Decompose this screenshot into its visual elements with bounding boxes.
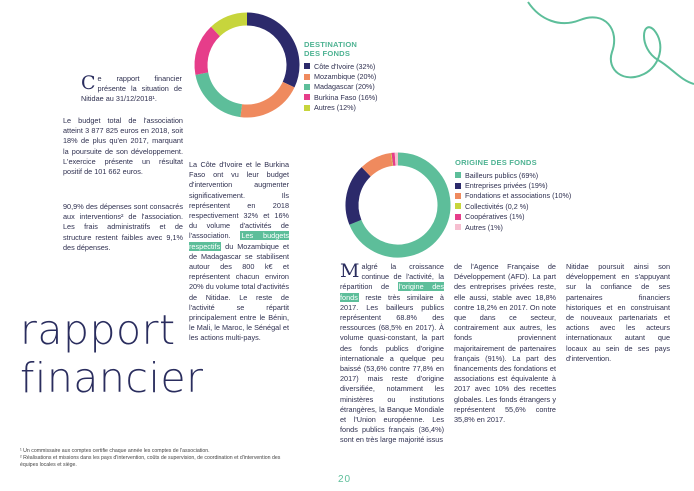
- destination-legend-item: [304, 61, 378, 71]
- section-title-line2: financier: [20, 354, 204, 402]
- origine-legend-swatch: [455, 224, 461, 230]
- destination-title-line2: DES FONDS: [304, 49, 351, 58]
- destination-legend-label: Burkina Faso (16%): [314, 92, 378, 102]
- intro-paragraph: [81, 74, 182, 105]
- origine-legend-label: Entreprises privées (19%): [465, 181, 548, 191]
- intro-text: e rapport financier présente la situation de Nitidae au 31/12/2018¹.: [81, 74, 182, 104]
- destination-legend-label: Mozambique (20%): [314, 72, 377, 82]
- destination-legend: [304, 40, 378, 113]
- origin-text-rest: reste très similaire à 2017. Les bailleurs publics représentent 68.8% des ressources (68,5% en 2017). À volume quasi-constant, la part des fonds publics d'origine internationale a quelque peu baissé (53,6% contre 77,8% en 2017) mais reste d'origine diversifiée, notamment les ministères ou institutions étrangères, la Banque Mondiale et l'Union européenne. Les fonds publics français (36,4%) sont en très large majorité issus: [340, 292, 444, 445]
- origine-legend-item: [455, 170, 575, 180]
- destination-legend-item: [304, 92, 378, 102]
- footnote-2: ² Réalisations et missions dans les pays d'intervention, coûts de supervision, de coordination et d'intervention des équipes locales et siège.: [20, 455, 281, 469]
- destination-legend-swatch: [304, 84, 310, 90]
- destination-legend-label: Autres (12%): [314, 103, 356, 113]
- origin-dropcap: M: [340, 260, 360, 282]
- countries-paragraph: [189, 160, 289, 344]
- destination-legend-swatch: [304, 94, 310, 100]
- destination-legend-item: [304, 82, 378, 92]
- origin-highlight: l'origine des fonds: [340, 282, 445, 302]
- origine-legend-swatch: [455, 183, 461, 189]
- origine-legend-item: [455, 212, 575, 222]
- origine-legend-swatch: [455, 214, 461, 220]
- origine-legend-swatch: [455, 193, 461, 199]
- origine-legend-label: Fondations et associations (10%): [465, 191, 572, 201]
- page-number: 20: [338, 474, 352, 485]
- countries-text-start: La Côte d'Ivoire et le Burkina Faso ont vu leur budget d'intervention augmenter significativement. Ils représentent en 2018 respectivement 32% et 16% du volume d'activités de l'association.: [189, 160, 289, 241]
- destination-legend-swatch: [304, 105, 310, 111]
- destination-legend-label: Madagascar (20%): [314, 82, 375, 92]
- origine-legend-item: [455, 222, 575, 232]
- origine-legend: [455, 158, 575, 232]
- destination-legend-item: [304, 71, 378, 81]
- origine-donut-chart: [338, 145, 458, 265]
- budget-paragraph: Le budget total de l'association atteint 3 877 825 euros en 2018, soit 18% de plus qu'en 2017, marquant la poursuite de son développement. L'exercice présente un résultat positif de 101 662 euros.: [63, 116, 183, 177]
- decorative-wave-line: [520, 0, 694, 110]
- origine-slice: [352, 172, 366, 222]
- origine-legend-item: [455, 201, 575, 211]
- footnote-1: ¹ Un commissaire aux comptes certifie chaque année les comptes de l'association.: [20, 448, 210, 454]
- intro-dropcap: C: [81, 72, 96, 94]
- destination-slice: [247, 19, 293, 85]
- private-funds-paragraph: de l'Agence Française de Développement (AFD). La part des entreprises privées reste, elle aussi, stable avec 18,8% contre 18,2% en 2017. On note que dans ce secteur, contrairement aux autres, les fonds proviennent majoritairement de partenaires français (91%). La part des financements des fondations et associations est équivalente à 2017 avec 10% des recettes globales. Les fonds étrangers y représentent 55,6% contre 35,8% en 2017.: [454, 262, 556, 425]
- destination-donut-chart: [187, 5, 307, 125]
- destination-slice: [201, 31, 216, 73]
- destination-title: DESTINATION: [304, 40, 358, 49]
- origine-legend-item: [455, 191, 575, 201]
- countries-highlight: Les budgets respectifs: [189, 231, 290, 251]
- footnotes: [20, 448, 290, 470]
- expenses-paragraph: 90,9% des dépenses sont consacrés aux interventions² de l'association. Les frais administratifs et de structure restent faibles avec 9,1% des dépenses.: [63, 202, 183, 252]
- origine-legend-item: [455, 180, 575, 190]
- destination-legend-swatch: [304, 63, 310, 69]
- countries-text-end: du Mozambique et de Madagascar se stabilisent autour des 800 k€ et représentent chacun environ 20% du volume total d'activités de Nitidae. Le reste de l'activité se répartit principalement entre le Bénin, le Mali, le Maroc, le Sénégal et les actions multi-pays.: [189, 241, 289, 343]
- origine-legend-label: Bailleurs publics (69%): [465, 170, 539, 180]
- origin-text-start: algré la croissance continue de l'activité, la répartition de: [340, 262, 444, 292]
- destination-slice: [241, 85, 288, 111]
- origine-legend-swatch: [455, 203, 461, 209]
- origine-legend-label: Collectivités (0,2 %): [465, 201, 529, 211]
- origine-legend-label: Autres (1%): [465, 222, 503, 232]
- destination-slice: [202, 74, 241, 111]
- destination-legend-item: [304, 103, 378, 113]
- origine-legend-label: Coopératives (1%): [465, 212, 525, 222]
- origin-paragraph: [340, 262, 444, 446]
- destination-legend-label: Côte d'Ivoire (32%): [314, 61, 376, 71]
- section-title: [20, 306, 203, 402]
- destination-legend-swatch: [304, 74, 310, 80]
- conclusion-paragraph: Nitidae poursuit ainsi son développement en s'appuyant sur la confiance de ses partenaires financiers historiques et en construisant de nouveaux partenariats et actions avec les acteurs internationaux autant que locaux au sein de ses pays d'intervention.: [566, 262, 670, 363]
- section-title-line1: rapport: [20, 306, 176, 354]
- origine-slice: [366, 159, 392, 171]
- origine-legend-swatch: [455, 172, 461, 178]
- destination-slice: [216, 19, 247, 31]
- origine-title: ORIGINE DES FONDS: [455, 158, 537, 167]
